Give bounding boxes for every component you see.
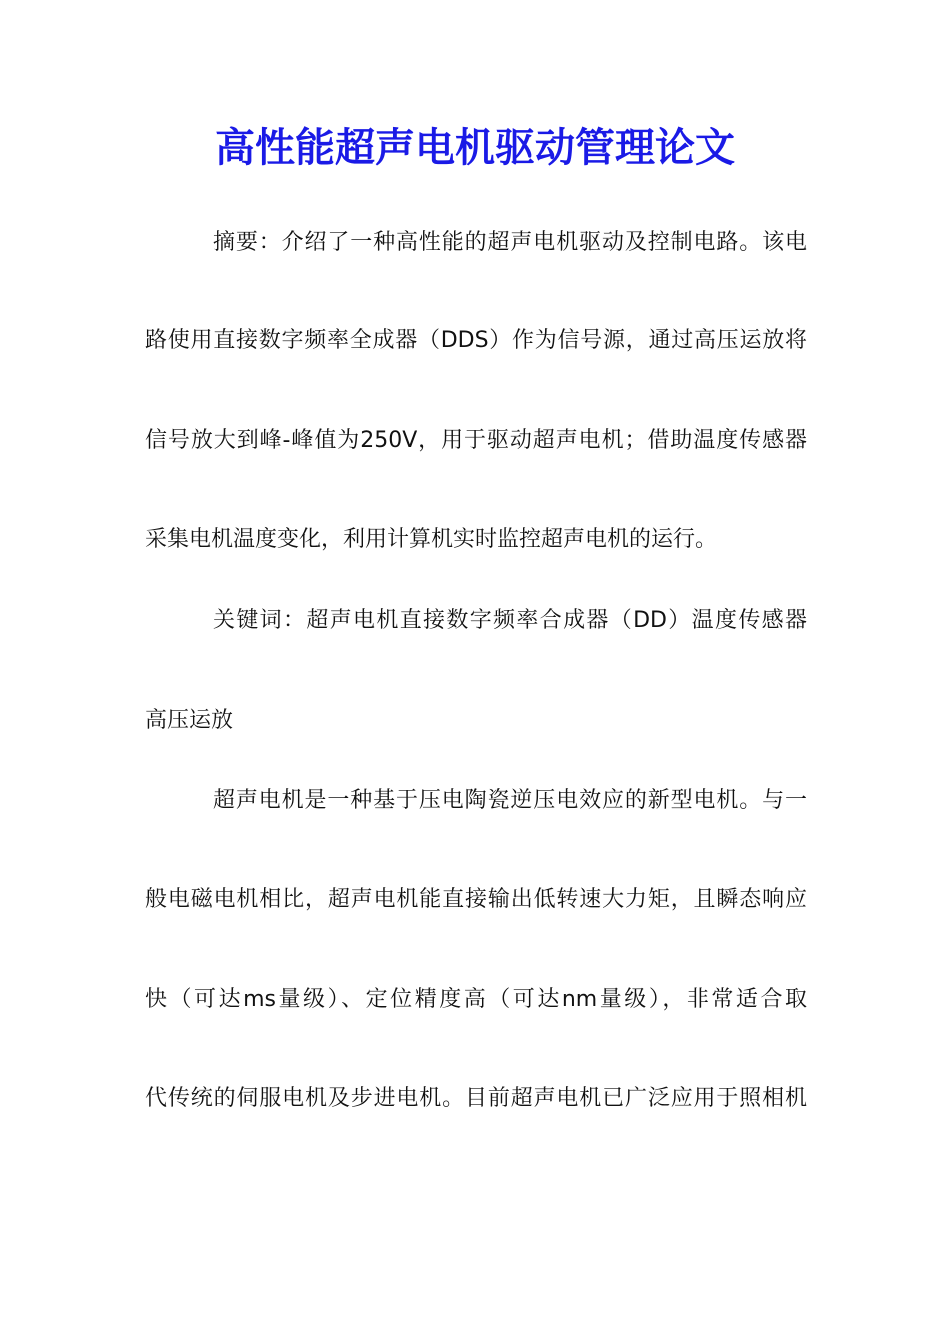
body-line-3: 快（可达ms量级）、定位精度高（可达nm量级），非常适合取 [145,987,807,1012]
body-line-2: 般电磁电机相比，超声电机能直接输出低转速大力矩，且瞬态响应 [145,887,807,912]
abstract-line-1: 摘要：介绍了一种高性能的超声电机驱动及控制电路。该电 [213,230,807,255]
abstract-line-3: 信号放大到峰-峰值为250V，用于驱动超声电机；借助温度传感器 [145,428,807,453]
abstract-line-2: 路使用直接数字频率全成器（DDS）作为信号源，通过高压运放将 [145,328,807,353]
body-line-1: 超声电机是一种基于压电陶瓷逆压电效应的新型电机。与一 [213,788,807,813]
body-line-4: 代传统的伺服电机及步进电机。目前超声电机已广泛应用于照相机 [145,1086,807,1111]
abstract-line-4: 采集电机温度变化，利用计算机实时监控超声电机的运行。 [145,527,718,552]
keywords-line-1: 关键词：超声电机直接数字频率合成器（DD）温度传感器 [213,608,807,633]
keywords-line-2: 高压运放 [145,708,234,733]
document-title: 高性能超声电机驱动管理论文 [215,124,735,171]
